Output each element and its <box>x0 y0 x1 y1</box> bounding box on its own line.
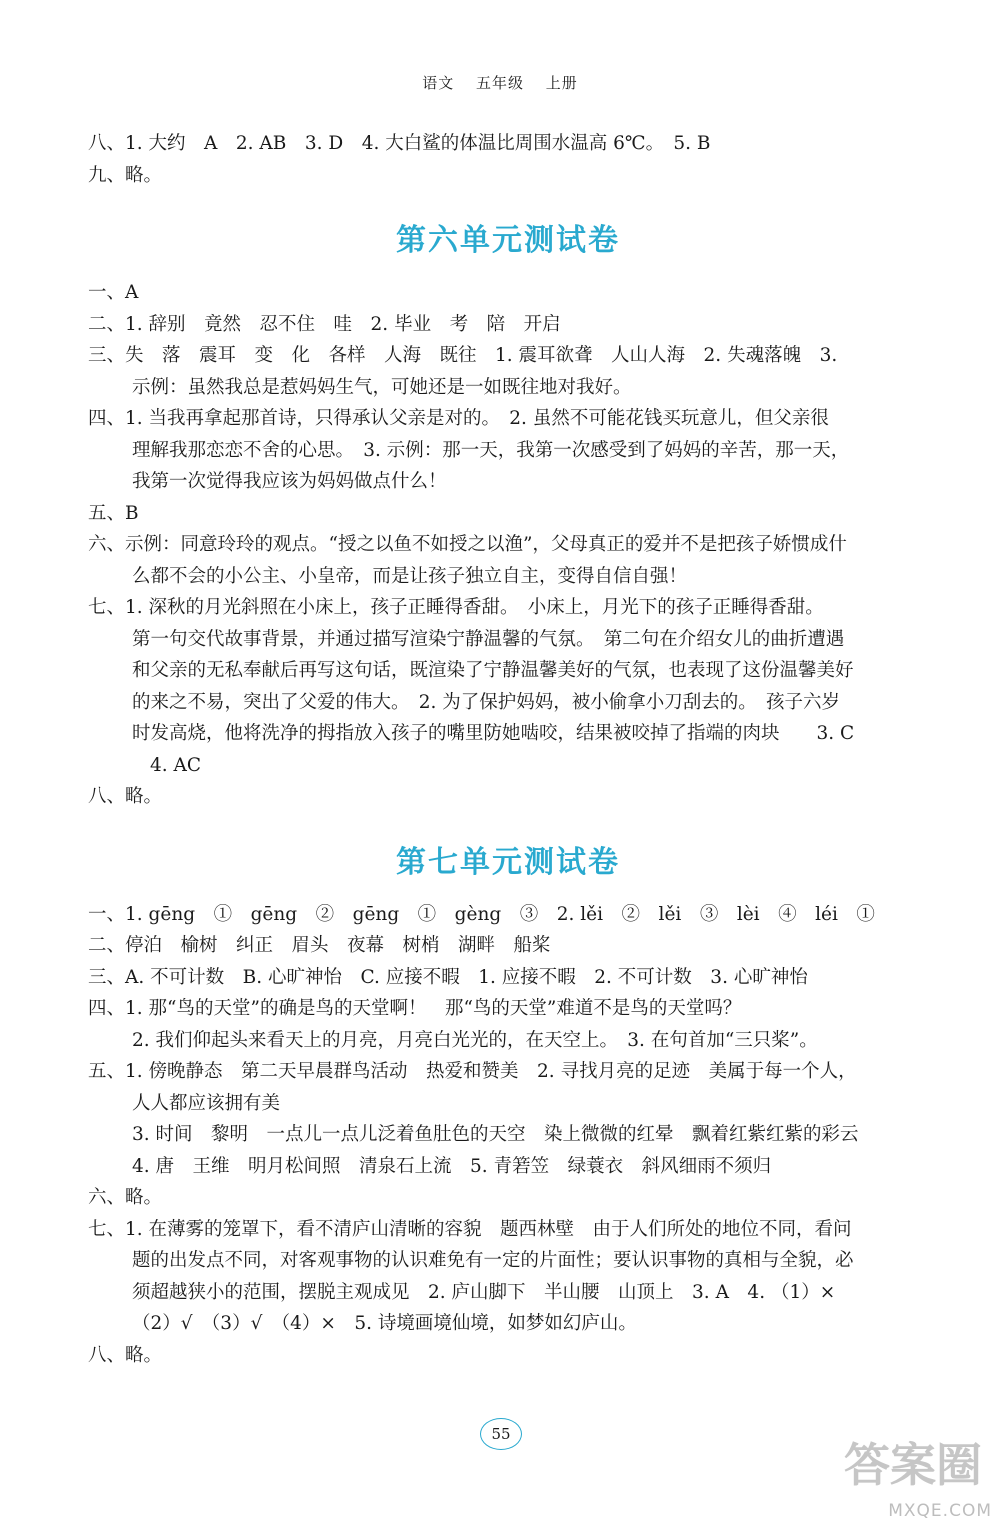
answer-line: 八、略。 <box>88 786 163 807</box>
answer-line: 和父亲的无私奉献后再写这句话，既渲染了宁静温馨美好的气氛，也表现了这份温馨美好 <box>132 660 854 681</box>
answer-line: 么都不会的小公主、小皇帝，而是让孩子独立自主，变得自信自强！ <box>132 565 688 587</box>
answer-line: 二、1. 辞别 竟然 忍不住 哇 2. 毕业 考 陪 开启 <box>88 313 561 335</box>
answer-line: 三、失 落 震耳 变 化 各样 人海 既往 1. 震耳欲聋 人山人海 2. 失魂落魄 3. <box>88 345 838 366</box>
unit7-title: 第七单元测试卷 <box>396 844 620 880</box>
answer-line: 八、略。 <box>88 1344 163 1366</box>
header-grade: 五年级 <box>475 74 524 92</box>
answer-line: 九、略。 <box>88 164 163 186</box>
answer-line: 六、略。 <box>88 1187 163 1208</box>
answer-line: 第一句交代故事背景，并通过描写渲染宁静温馨的气氛。 第二句在介绍女儿的曲折遭遇 <box>132 628 845 650</box>
answer-line: 二、停泊 榆树 纠正 眉头 夜幕 树梢 湖畔 船桨 <box>88 935 551 956</box>
watermark-site: MXQE.COM <box>888 1501 992 1521</box>
answer-line: 六、示例：同意玲玲的观点。“授之以鱼不如授之以渔”，父母真正的爱并不是把孩子娇惯成什 <box>88 534 847 555</box>
answer-line: 一、A <box>88 282 139 303</box>
answer-line: 时发高烧，他将洗净的拇指放入孩子的嘴里防她啮咬，结果被咬掉了指端的肉块 3. C <box>132 723 855 744</box>
answer-line: 八、1. 大约 A 2. AB 3. D 4. 大白鲨的体温比周围水温高 6℃。 5. B <box>88 133 711 154</box>
watermark <box>842 1421 992 1521</box>
answer-line: 一、1. gēng ① gēng ② gēng ① gèng ③ 2. lěi ② lěi ③ lèi ④ léi ① <box>88 903 875 925</box>
answer-line: 4. AC <box>150 754 202 776</box>
answer-line: 人人都应该拥有美 <box>132 1092 281 1114</box>
answer-line: （2）√ （3）√ （4）× 5. 诗境画境仙境，如梦如幻庐山。 <box>132 1313 637 1334</box>
answer-line: 的来之不易，突出了父爱的伟大。 2. 为了保护妈妈，被小偷拿小刀刮去的。 孩子六岁 <box>132 691 841 713</box>
answer-line: 3. 时间 黎明 一点儿一点儿泛着鱼肚色的天空 染上微微的红晕 飘着红紫红紫的彩云 <box>132 1124 859 1145</box>
watermark-logo: 答案圈 <box>844 1438 982 1492</box>
answer-line: 三、A. 不可计数 B. 心旷神怡 C. 应接不暇 1. 应接不暇 2. 不可计数 3. 心旷神怡 <box>88 966 808 988</box>
answer-line: 我第一次觉得我应该为妈妈做点什么！ <box>132 471 447 492</box>
page-number: 55 <box>480 1418 522 1450</box>
answer-line: 须超越狭小的范围，摆脱主观成见 2. 庐山脚下 半山腰 山顶上 3. A 4. （1）× <box>132 1281 836 1303</box>
answer-line: 题的出发点不同，对客观事物的认识难免有一定的片面性；要认识事物的真相与全貌，必 <box>132 1250 854 1271</box>
answer-line: 七、1. 深秋的月光斜照在小床上，孩子正睡得香甜。 小床上，月光下的孩子正睡得香甜。 <box>88 597 824 618</box>
answer-content <box>88 128 928 1371</box>
unit6-title: 第六单元测试卷 <box>396 223 620 258</box>
answer-line: 五、1. 傍晚静态 第二天早晨群鸟活动 热爱和赞美 2. 寻找月亮的足迹 美属于每一个人， <box>88 1061 857 1082</box>
answer-line: 示例：虽然我总是惹妈妈生气，可她还是一如既往地对我好。 <box>132 376 632 398</box>
answer-line: 四、1. 那“鸟的天堂”的确是鸟的天堂啊！ 那“鸟的天堂”难道不是鸟的天堂吗？ <box>88 998 742 1019</box>
page-header <box>0 72 1000 93</box>
answer-line: 理解我那恋恋不舍的心思。 3. 示例：那一天，我第一次感受到了妈妈的辛苦，那一天， <box>132 439 850 461</box>
answer-line: 五、B <box>88 502 139 524</box>
answer-line: 4. 唐 王维 明月松间照 清泉石上流 5. 青箬笠 绿蓑衣 斜风细雨不须归 <box>132 1155 772 1177</box>
answer-line: 七、1. 在薄雾的笼罩下，看不清庐山清晰的容貌 题西林壁 由于人们所处的地位不同，看问 <box>88 1218 852 1240</box>
answer-line: 四、1. 当我再拿起那首诗，只得承认父亲是对的。 2. 虽然不可能花钱买玩意儿，但父亲很 <box>88 408 829 429</box>
header-volume: 上册 <box>545 74 578 92</box>
header-subject: 语文 <box>422 74 455 92</box>
answer-line: 2. 我们仰起头来看天上的月亮，月亮白光光的，在天空上。 3. 在句首加“三只桨”。 <box>132 1029 818 1051</box>
